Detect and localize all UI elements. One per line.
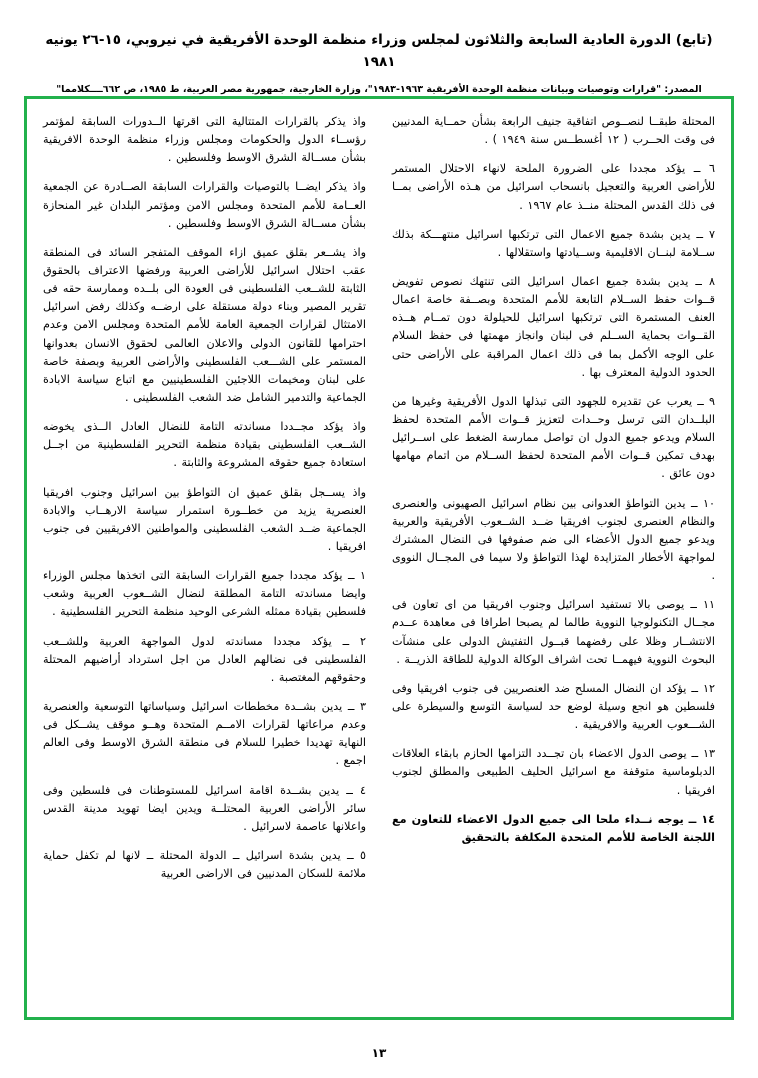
paragraph: ٩ ــ يعرب عن تقديره للجهود التى تبذلها الدول الأفريقية وغيرها من البلــدان التى ترسل وحــدات لتعزيز قــوات الأمم المتحدة لحفظ السلام ويدعو جميع الدول ان تواصل ممارسة الضغط على اســرائيل بهدف تمكين قــوات الأمم المتحدة لحفظ الســلام من اتمام مهامها دون عائق .	[392, 394, 715, 481]
column-left	[43, 113, 366, 1007]
paragraph: واذ يذكر بالقرارات المتتالية التى اقرتها الــدورات السابقة لمؤتمر رؤســاء الدول والحكومات ومجلس وزراء منظمة الوحدة الافريقية بشأن مســالة الشرق الاوسط وفلسطين .	[43, 115, 366, 165]
paragraph: ٣ ــ يدين بشــدة مخططات اسرائيل وسياساتها التوسعية والعنصرية وعدم مراعاتها لقرارات الامــم المتحدة وهــو موقف يشــكل فى النهاية تهديدا خطيرا للسلام فى منطقة الشرق الاوسط وفى العالم اجمع .	[43, 699, 366, 768]
paragraph: ١ ــ يؤكد مجددا جميع القرارات السابقة التى اتخذها مجلس الوزراء وايضا مساندته التامة المطلقة لنضال الشــعوب العربية وشعب فلسطين بقيادة ممثله الشرعى الوحيد منظمة التحرير الفلسطينية .	[43, 569, 366, 619]
paragraph: ١٢ ــ يؤكد ان النضال المسلح ضد العنصريين فى جنوب افريقيا وفى فلسطين هو انجع وسيلة لوضع حد لسياسة التوسع والسيطرة على الشـــعوب العربية والافريقية .	[392, 681, 715, 732]
two-column-body	[43, 113, 715, 1007]
paragraph: ٦ ــ يؤكد مجددا على الضرورة الملحة لانهاء الاحتلال المستمر للأراضى العربية والتعجيل بانسحاب اسرائيل من هـذه الأراضى بمــا فى ذلك القدس المحتلة منــذ عام ١٩٦٧ .	[392, 162, 715, 212]
document-header	[0, 0, 758, 97]
paragraph: ٤ ــ يدين بشــدة اقامة اسرائيل للمستوطنات فى فلسطين وفى سائر الأراضى العربية المحتلــة ويدين ايضا تهويد مدينة القدس واعلانها عاصمة لاسرائيل .	[43, 783, 366, 833]
paragraph: ٥ ــ يدين بشدة اسرائيل ــ الدولة المحتلة ــ لانها لم تكفل حماية ملائمة للسكان المدنيين فى الاراضى العربية	[43, 848, 366, 881]
paragraph: ٢ ــ يؤكد مجددا مساندته لدول المواجهة العربية وللشــعب الفلسطينى فى نضالهم العادل من اجل استرداد أراضيهم المحتلة وحقوقهم المغتصبة .	[43, 634, 366, 684]
paragraph: ٨ ــ يدين بشدة جميع اعمال اسرائيل التى تنتهك نصوص تفويض قــوات حفظ الســلام التابعة للأمم المتحدة وبصــفة خاصة اعمال العنف المستمرة التى ترتكبها اسرائيل للحيلولة دون تمــام هــذه القــوات بحماية الســلم فى لبنان وانجاز مهمتها فى حفظ السلام على الوجه الأكمل بما فى ذلك اعمال المراقبة على الأراضى حتى الحدود الدولية المعترف بها .	[392, 274, 715, 379]
paragraph: المحتلة طبقــا لنصــوص اتفاقية جنيف الرابعة بشأن حمــاية المدنيين فى وقت الحــرب ( ١٢ أغسطــس سنة ١٩٤٩ ) .	[392, 115, 715, 147]
column-right	[392, 113, 715, 1007]
paragraph: واذ يذكر ايضــا بالتوصيات والقرارات السابقة الصــادرة عن الجمعية العــامة للأمم المتحدة ومجلس الامن ومؤتمر البلدان غير المنحازة بشأن مســالة الشرق الاوسط وفلسطين .	[43, 180, 366, 230]
paragraph: ١٤ ــ يوجه نــداء ملحا الى جميع الدول الاعضاء للتعاون مع اللجنة الخاصة للأمم المتحدة المكلفة بالتحقيق	[392, 812, 715, 844]
paragraph: ١٠ ــ يدين التواطؤ العدوانى بين نظام اسرائيل الصهيونى والعنصرى والنظام العنصرى لجنوب افريقيا ضــد الشــعوب الأفريقية والعربية ويدعو جميع الدول الأعضاء الى ضم صفوفها فى النضال المشترك لمواجهة الأخطار المتزايدة لهذا التواطؤ ولا سيما فى المجــال النووى .	[392, 496, 715, 583]
page-number: ١٣	[371, 1046, 387, 1060]
paragraph: واذ يســجل بقلق عميق ان التواطؤ بين اسرائيل وجنوب افريقيا العنصرية يزيد من خطــورة استمرار سياسة الارهــاب والابادة الجماعية ضــد الشعب الفلسطينى والمواطنين الافريقيين فى جنوب افريقيا .	[43, 485, 366, 553]
paragraph: ١٣ ــ يوصى الدول الاعضاء بان تجــدد التزامها الحازم بابقاء العلاقات الدبلوماسية متوقفة مع اسرائيل الحليف الطبيعى والمطلق لجنوب افريقيا .	[392, 747, 715, 797]
paragraph: واذ يؤكد مجــددا مساندته التامة للنضال العادل الــذى يخوضه الشــعب الفلسطينى بقيادة منظمة التحرير الفلسطينية من اجــل استعادة جميع حقوقه المشروعة والثابتة .	[43, 420, 366, 470]
paragraph: ٧ ــ يدين بشدة جميع الاعمال التى ترتكبها اسرائيل منتهـــكة بذلك ســلامة لبنــان الاقليمية وســيادتها واستقلالها .	[392, 227, 715, 259]
paragraph: واذ يشــعر بقلق عميق ازاء الموقف المتفجر السائد فى المنطقة عقب احتلال اسرائيل للأراضى العربية ورفضها الاعتراف بالحقوق الثابتة للشــعب الفلسطينى فى العودة الى بلــده وممارسة حقه فى تقرير المصير وبناء دولة مستقلة على ارضــه وكذلك رفض اسرائيل الامتثال لقرارات الجمعية العامة للأمم المتحدة ومجلس الامن وعدم احترامها للقانون الدولى والاعلان العالمى لحقوق الانسان بعدوانها المستمر على الشـــعب الفلسطينى والأراضى العربية وبصفة خاصة على لبنان ومخيمات اللاجئين الفلسطينيين مع اتباع سياسة الابادة الجماعية والتدمير الشامل ضد الشعب الفلسطينى .	[43, 245, 366, 404]
source-line: المصدر: "قرارات وتوصيات وبيانات منظمة الوحدة الأفريقية ١٩٦٣-١٩٨٣"، وزارة الخارجية، جمهورية مصر العربية، ط ١٩٨٥، ص ٦٦٢ــــكلامما"	[56, 84, 702, 96]
content-frame	[24, 96, 734, 1020]
page-title: (تابع) الدورة العادية السابعة والثلاثون لمجلس وزراء منظمة الوحدة الأفريقية في نيروبي، ١٥-٢٦ يونيه ١٩٨١	[45, 32, 713, 70]
paragraph: ١١ ــ يوصى بالا تستفيد اسرائيل وجنوب افريقيا من اى تعاون فى مجــال التكنولوجيا النووية طالما لم يصبحا اطرافا فى معاهدة عــدم الانتشــار وظلا على رفضهما قبــول التفتيش الدولى على منشآت البحوث النووية فيهمــا تحت اشراف الوكالة الدولية للطاقة الذريــة .	[392, 598, 715, 666]
